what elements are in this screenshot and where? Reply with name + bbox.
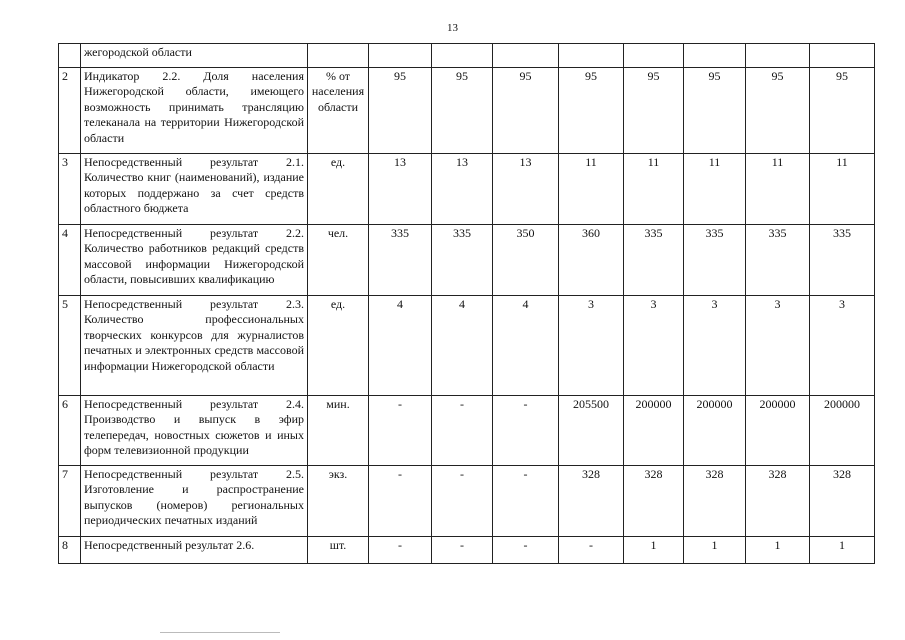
indicator-name: Непосредственный результат 2.6. [81,536,308,563]
value-cell: - [493,465,559,536]
row-number: 6 [59,395,81,465]
value-cell [432,44,493,68]
value-cell: 328 [624,465,684,536]
value-cell: 335 [624,224,684,295]
value-cell: 328 [810,465,875,536]
value-cell: 11 [684,153,746,224]
value-cell: 3 [810,295,875,395]
row-number: 4 [59,224,81,295]
value-cell: - [493,395,559,465]
value-cell: - [369,536,432,563]
indicator-name: Непосредственный результат 2.1. Количество книг (наименований), издание которых поддержано за счет средств областного бюджета [81,153,308,224]
row-number: 3 [59,153,81,224]
indicator-name: Непосредственный результат 2.2. Количество работников редакций средств массовой информации Нижегородской области, повысивших квалификацию [81,224,308,295]
value-cell: 11 [746,153,810,224]
unit-cell: мин. [308,395,369,465]
value-cell [369,44,432,68]
value-cell: 335 [432,224,493,295]
unit-cell: % от населения области [308,67,369,153]
value-cell: 95 [746,67,810,153]
value-cell: 200000 [810,395,875,465]
value-cell: 11 [559,153,624,224]
value-cell: 95 [624,67,684,153]
value-cell: - [493,536,559,563]
value-cell: 328 [559,465,624,536]
value-cell: 1 [810,536,875,563]
table-row [59,153,875,224]
page-number: 13 [447,22,458,34]
value-cell [810,44,875,68]
row-number [59,44,81,68]
value-cell: 200000 [746,395,810,465]
value-cell: 200000 [624,395,684,465]
row-number: 8 [59,536,81,563]
unit-cell [308,44,369,68]
unit-cell: шт. [308,536,369,563]
value-cell: 11 [810,153,875,224]
value-cell: 335 [810,224,875,295]
value-cell: 328 [684,465,746,536]
value-cell: 350 [493,224,559,295]
value-cell: - [432,395,493,465]
value-cell: 328 [746,465,810,536]
value-cell: 4 [369,295,432,395]
table-row-continuation [59,44,875,68]
table-row [59,67,875,153]
table-row [59,395,875,465]
value-cell: 95 [810,67,875,153]
row-number: 2 [59,67,81,153]
value-cell: 1 [746,536,810,563]
value-cell: 95 [432,67,493,153]
table-row [59,536,875,563]
value-cell: 335 [369,224,432,295]
value-cell: 3 [684,295,746,395]
value-cell [684,44,746,68]
unit-cell: чел. [308,224,369,295]
value-cell: 1 [684,536,746,563]
value-cell [493,44,559,68]
indicator-name: Непосредственный результат 2.4. Производство и выпуск в эфир телепередач, новостных сюжетов и иных форм телевизионной продукции [81,395,308,465]
value-cell: 13 [369,153,432,224]
value-cell: 13 [432,153,493,224]
value-cell: 4 [432,295,493,395]
value-cell: - [432,465,493,536]
value-cell: 3 [559,295,624,395]
value-cell [624,44,684,68]
indicator-name: Индикатор 2.2. Доля населения Нижегородской области, имеющего возможность принимать трансляцию телеканала на территории Нижегородской области [81,67,308,153]
indicator-name: Непосредственный результат 2.3. Количество профессиональных творческих конкурсов для журналистов печатных и электронных средств массовой информации Нижегородской области [81,295,308,395]
indicator-name: Непосредственный результат 2.5. Изготовление и распространение выпусков (номеров) региональных периодических печатных изданий [81,465,308,536]
row-number: 5 [59,295,81,395]
value-cell [746,44,810,68]
value-cell: 335 [684,224,746,295]
value-cell: 95 [369,67,432,153]
value-cell: 205500 [559,395,624,465]
value-cell: - [369,395,432,465]
value-cell: 360 [559,224,624,295]
value-cell: 95 [559,67,624,153]
value-cell: - [432,536,493,563]
table-row [59,465,875,536]
indicators-table [58,43,875,564]
value-cell: 3 [746,295,810,395]
unit-cell: экз. [308,465,369,536]
value-cell: 95 [493,67,559,153]
value-cell [559,44,624,68]
scan-artifact-line [160,632,280,633]
indicator-name: жегородской области [81,44,308,68]
value-cell: - [559,536,624,563]
value-cell: - [369,465,432,536]
value-cell: 95 [684,67,746,153]
value-cell: 1 [624,536,684,563]
value-cell: 200000 [684,395,746,465]
unit-cell: ед. [308,295,369,395]
value-cell: 3 [624,295,684,395]
table-row [59,224,875,295]
value-cell: 11 [624,153,684,224]
unit-cell: ед. [308,153,369,224]
value-cell: 4 [493,295,559,395]
table-row [59,295,875,395]
row-number: 7 [59,465,81,536]
value-cell: 13 [493,153,559,224]
value-cell: 335 [746,224,810,295]
